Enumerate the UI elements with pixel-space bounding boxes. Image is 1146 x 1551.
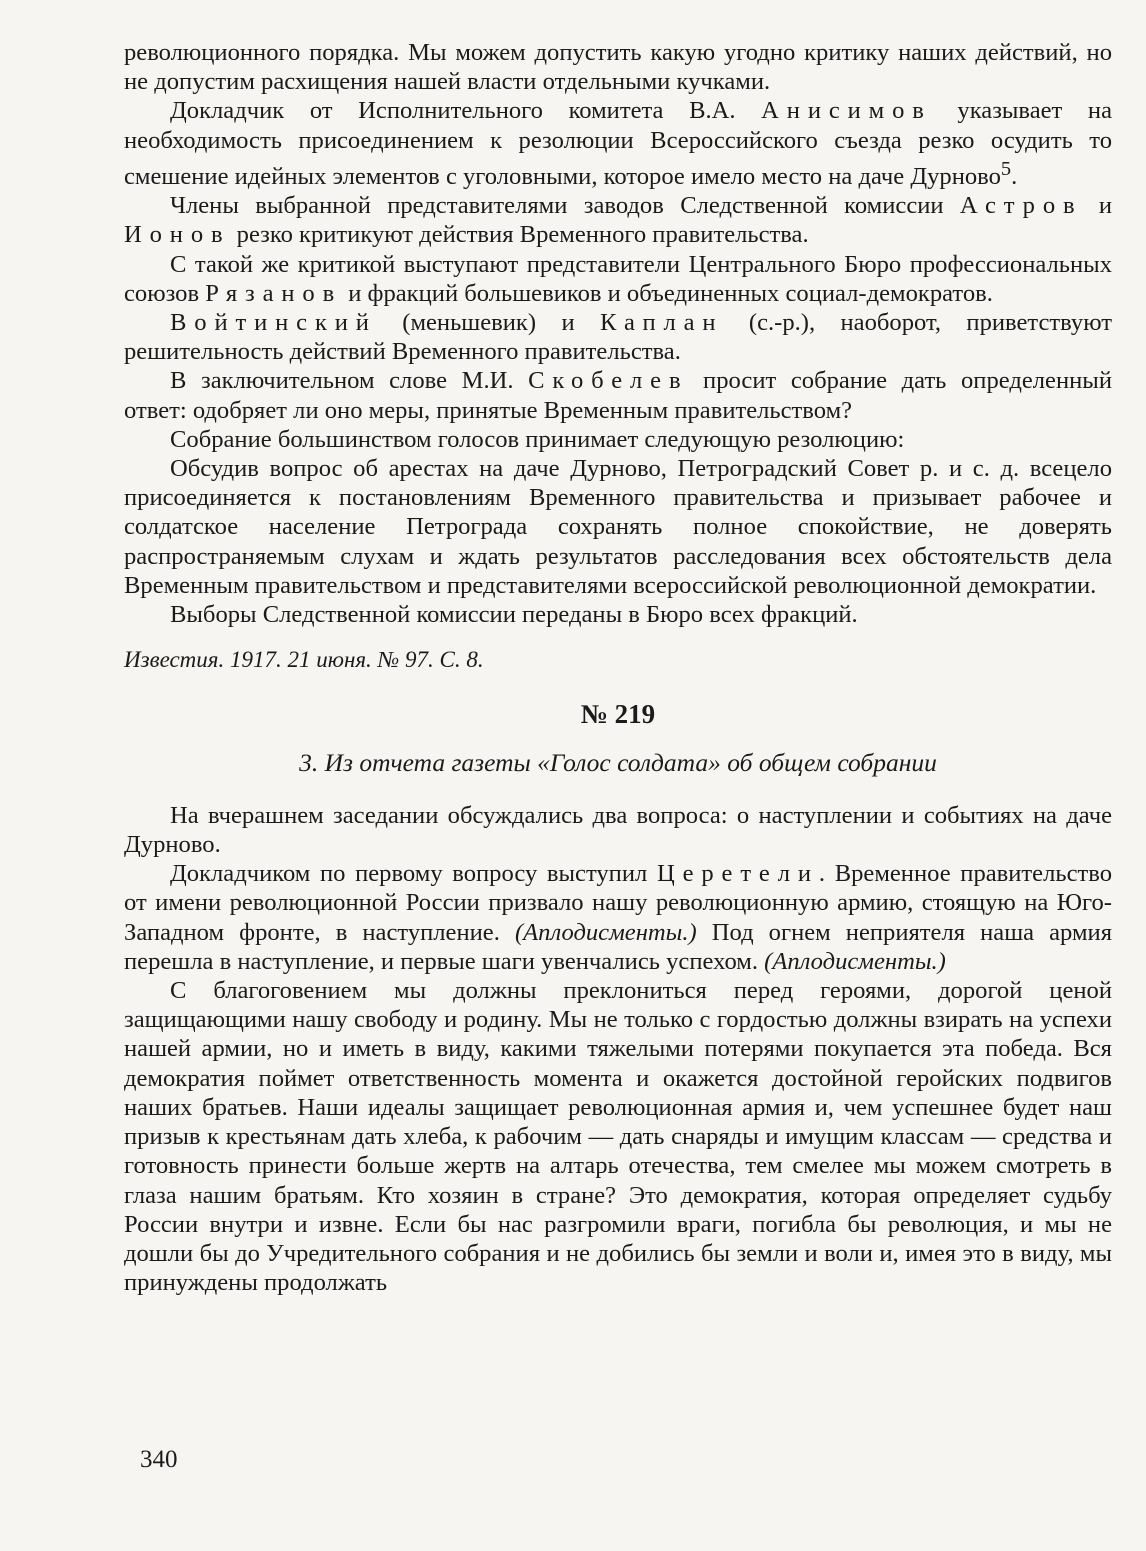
text-run: Под огнем неприятеля наша армия перешла в наступление, и первые шаги увенчались успехом. <box>124 918 1113 975</box>
page-number: 340 <box>140 1446 178 1473</box>
document-subtitle: 3. Из отчета газеты «Голос солдата» об общем собрании <box>299 747 937 777</box>
text-run: резко критикуют действия Временного правительства. <box>230 221 809 249</box>
document-number: № 219 <box>580 699 656 730</box>
paragraph-resolution: Обсудив вопрос об арестах на даче Дурново, Петроградский Совет р. и с. д. всецело присоединяется к постановлениям Временного правительства и призывает рабочее и солдатское население Петрограда сохранять полное спокойствие, не доверять распространяемым слухам и ждать результатов расследования всех обстоятельств дела Временным правительством и представителями всероссийской революционной демократии. <box>124 455 1112 599</box>
spaced-name: Астров <box>959 192 1083 220</box>
paragraph-continuation: революционного порядка. Мы можем допустить какую угодно критику наших действий, но не допустим расхищения нашей власти отдельными кучками. <box>124 39 1112 96</box>
spaced-name: Войтинский <box>170 309 377 337</box>
applause-note: (Аплодисменты.) <box>514 918 697 946</box>
text-run: Докладчик от Исполнительного комитета В.А. <box>170 97 762 125</box>
paragraph-tsereteli <box>124 859 1112 976</box>
paragraph-elections: Выборы Следственной комиссии переданы в Бюро всех фракций. <box>170 601 858 629</box>
paragraph-anisimov <box>124 96 1112 191</box>
text-run: (меньшевик) и <box>376 309 601 337</box>
spaced-name: Церетели <box>656 860 819 888</box>
text-run: и <box>1082 192 1112 220</box>
paragraph-reverence: С благоговением мы должны преклониться перед героями, дорогой ценой защищающими нашу свободу и родину. Мы не только с гордостью должны взирать на успехи нашей армии, но и иметь в виду, какими тяжелыми потерями покупается эта победа. Вся демократия поймет ответственность момента и окажется достойной геройских подвигов наших братьев. Наши идеалы защищает революционная армия и, чем успешнее будет наш призыв к крестьянам дать хлеба, к рабочим — дать снаряды и имущим классам — средства и готовность принести больше жертв на алтарь отечества, тем смелее мы можем смотреть в глаза нашим братьям. Кто хозяин в стране? Это демократия, которая определяет судьбу России внутри и извне. Если бы нас разгромили враги, погибла бы революция, и мы не дошли бы до Учредительного собрания и не добились бы земли и воли и, имея это в виду, мы принуждены продолжать <box>124 977 1112 1297</box>
text-run: просит собрание дать определенный ответ: одобряет ли оно меры, принятые Временным правительством? <box>124 367 1112 424</box>
spaced-name: Скобелев <box>528 367 689 395</box>
text-run: . <box>1011 163 1018 190</box>
footnote-ref[interactable]: 5 <box>1000 157 1012 180</box>
text-run: и фракций большевиков и объединенных социал-демократов. <box>342 279 993 307</box>
text-run: Докладчиком по первому вопросу выступил <box>170 860 657 888</box>
text-run: В заключительном слове М.И. <box>170 367 529 395</box>
text-run: (с.-р.), наоборот, приветствуют решительность действий Временного правительства. <box>124 309 1112 366</box>
applause-note: (Аплодисменты.) <box>764 947 946 975</box>
body-text <box>124 38 1112 1297</box>
paragraph-voitinsky <box>124 308 1112 366</box>
text-run: С такой же критикой выступают представители Центрального Бюро профессиональных союзов <box>124 250 1112 307</box>
text-run: . Временное правительство от имени революционной России призвало нашу революционную армию, стоящую на Юго-Западном фронте, в наступление. <box>124 860 1112 946</box>
spaced-name: Рязанов <box>205 279 343 307</box>
source-citation: Известия. 1917. 21 июня. № 97. С. 8. <box>124 647 484 673</box>
spaced-name: Каплан <box>600 309 724 337</box>
paragraph-skobelev <box>124 366 1112 424</box>
paragraph-vote: Собрание большинством голосов принимает следующую резолюцию: <box>170 425 905 453</box>
paragraph-commission <box>124 191 1112 249</box>
paragraph-agenda: На вчерашнем заседании обсуждались два вопроса: о наступлении и событиях на даче Дурново. <box>124 801 1112 859</box>
spaced-name: Ионов <box>124 221 231 249</box>
spaced-name: Анисимов <box>761 97 932 125</box>
paragraph-ryazanov <box>124 250 1112 308</box>
text-run: Члены выбранной представителями заводов Следственной комиссии <box>170 192 960 220</box>
text-run: указывает на необходимость присоединением к резолюции Всероссийского съезда резко осудить то смешение идейных элементов с уголовными, которое имело место на даче Дурново <box>124 97 1112 190</box>
